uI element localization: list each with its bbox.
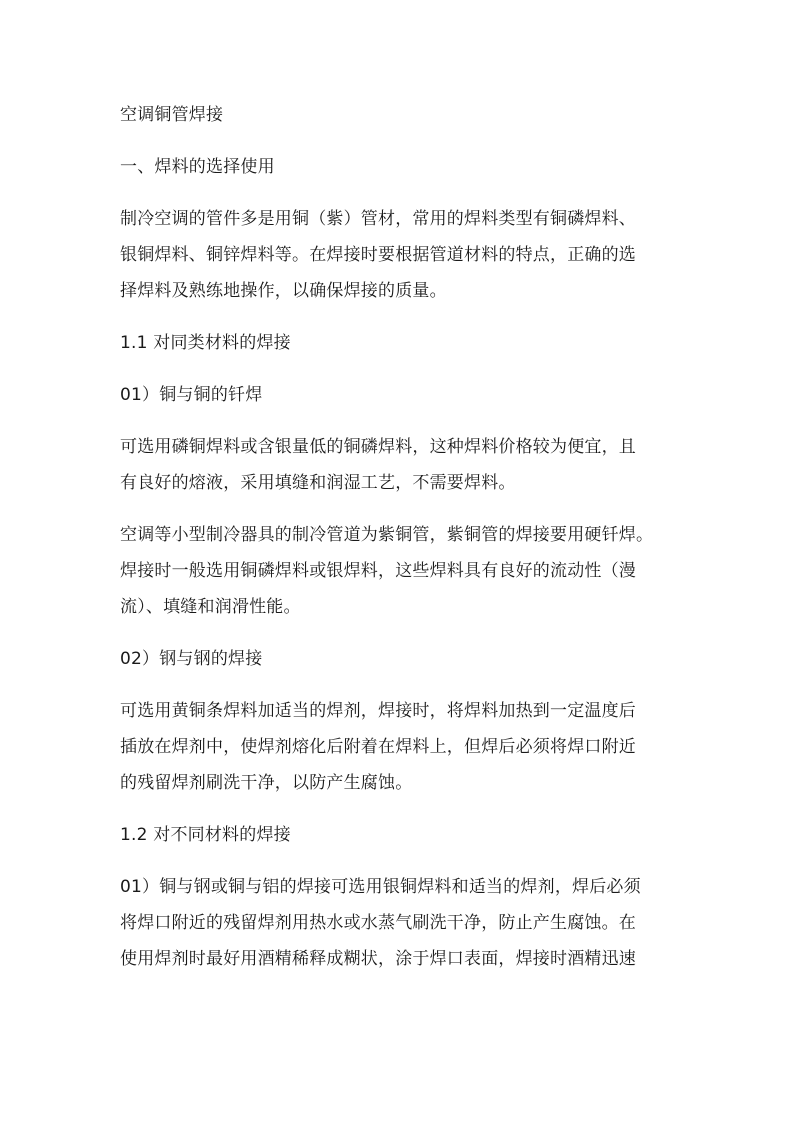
paragraph-line: 焊接时一般选用铜磷焊料或银焊料，这些焊料具有良好的流动性（漫 <box>120 561 636 581</box>
subsection-heading-1-1: 1.1 对同类材料的焊接 <box>120 333 291 353</box>
paragraph-line: 银铜焊料、铜锌焊料等。在焊接时要根据管道材料的特点，正确的选 <box>120 245 636 265</box>
document-body <box>120 97 686 977</box>
paragraph-line: 使用焊剂时最好用酒精稀释成糊状，涂于焊口表面，焊接时酒精迅速 <box>120 949 636 969</box>
paragraph-line: 制冷空调的管件多是用铜（紫）管材，常用的焊料类型有铜磷焊料、 <box>120 209 636 229</box>
paragraph-line: 将焊口附近的残留焊剂用热水或水蒸气刷洗干净，防止产生腐蚀。在 <box>120 913 636 933</box>
item-02-paragraph <box>120 693 686 801</box>
paragraph-line: 可选用黄铜条焊料加适当的焊剂，焊接时，将焊料加热到一定温度后 <box>120 701 636 721</box>
intro-paragraph <box>120 201 686 309</box>
subsection-heading-1-2: 1.2 对不同材料的焊接 <box>120 825 291 845</box>
document-title: 空调铜管焊接 <box>120 105 224 125</box>
item-heading-02: 02）钢与钢的焊接 <box>120 649 263 669</box>
section-heading-1: 一、焊料的选择使用 <box>120 157 275 177</box>
paragraph-line: 流）、填缝和润滑性能。 <box>120 597 301 617</box>
item-03-paragraph <box>120 869 686 977</box>
item-01-paragraph-1 <box>120 429 686 501</box>
paragraph-line: 的残留焊剂刷洗干净，以防产生腐蚀。 <box>120 773 413 793</box>
paragraph-line: 可选用磷铜焊料或含银量低的铜磷焊料，这种焊料价格较为便宜，且 <box>120 437 636 457</box>
paragraph-line: 插放在焊剂中，使焊剂熔化后附着在焊料上，但焊后必须将焊口附近 <box>120 737 636 757</box>
item-heading-01: 01）铜与铜的钎焊 <box>120 385 263 405</box>
paragraph-line: 择焊料及熟练地操作，以确保焊接的质量。 <box>120 281 447 301</box>
paragraph-line: 01）铜与钢或铜与铝的焊接可选用银铜焊料和适当的焊剂，焊后必须 <box>120 877 641 897</box>
paragraph-line: 空调等小型制冷器具的制冷管道为紫铜管，紫铜管的焊接要用硬钎焊。 <box>120 525 654 545</box>
item-01-paragraph-2 <box>120 517 686 625</box>
paragraph-line: 有良好的熔液，采用填缝和润湿工艺，不需要焊料。 <box>120 473 516 493</box>
